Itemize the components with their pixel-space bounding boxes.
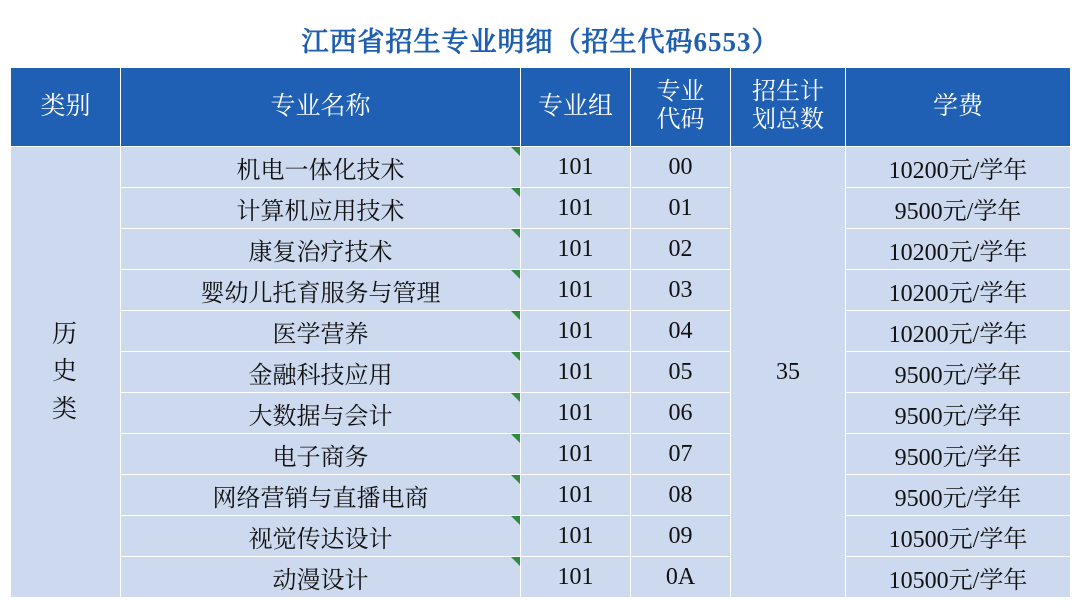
header-row <box>11 68 1071 147</box>
major-name-cell: 电子商务 <box>121 434 521 475</box>
header-major-name: 专业名称 <box>121 68 521 147</box>
major-group-cell: 101 <box>521 188 631 229</box>
page-title: 江西省招生专业明细（招生代码6553） <box>11 11 1071 68</box>
major-group-cell: 101 <box>521 557 631 598</box>
tuition-cell: 10200元/学年 <box>846 229 1071 270</box>
major-code-cell: 0A <box>631 557 731 598</box>
major-group-cell: 101 <box>521 434 631 475</box>
header-major-group: 专业组 <box>521 68 631 147</box>
tuition-cell: 10200元/学年 <box>846 311 1071 352</box>
major-name-cell: 大数据与会计 <box>121 393 521 434</box>
corner-marker-icon <box>511 147 520 156</box>
table-row <box>11 229 1071 270</box>
plan-total-cell: 35 <box>731 147 846 598</box>
title-row <box>11 11 1071 68</box>
major-code-cell: 07 <box>631 434 731 475</box>
corner-marker-icon <box>511 352 520 361</box>
category-char-3: 类 <box>51 395 79 423</box>
major-name-cell: 康复治疗技术 <box>121 229 521 270</box>
major-code-cell: 00 <box>631 147 731 188</box>
table-row <box>11 393 1071 434</box>
table-row <box>11 434 1071 475</box>
table-row <box>11 557 1071 598</box>
major-code-cell: 08 <box>631 475 731 516</box>
table-row <box>11 475 1071 516</box>
corner-marker-icon <box>511 434 520 443</box>
tuition-cell: 9500元/学年 <box>846 434 1071 475</box>
header-major-code-line2: 代码 <box>656 107 705 133</box>
tuition-cell: 10500元/学年 <box>846 557 1071 598</box>
major-group-cell: 101 <box>521 311 631 352</box>
major-code-cell: 02 <box>631 229 731 270</box>
major-name-cell: 机电一体化技术 <box>121 147 521 188</box>
corner-marker-icon <box>511 557 520 566</box>
major-code-cell: 05 <box>631 352 731 393</box>
table-row <box>11 270 1071 311</box>
category-cell <box>11 147 121 598</box>
table-row <box>11 147 1071 188</box>
header-category: 类别 <box>11 68 121 147</box>
tuition-cell: 10200元/学年 <box>846 147 1071 188</box>
category-char-1: 历 <box>51 320 79 348</box>
major-group-cell: 101 <box>521 270 631 311</box>
major-name-cell: 动漫设计 <box>121 557 521 598</box>
tuition-cell: 10200元/学年 <box>846 270 1071 311</box>
major-name-cell: 医学营养 <box>121 311 521 352</box>
header-plan-total <box>731 68 846 147</box>
header-plan-total-line1: 招生计 <box>752 79 824 106</box>
header-plan-total-line2: 划总数 <box>752 107 824 133</box>
major-code-cell: 06 <box>631 393 731 434</box>
tuition-cell: 9500元/学年 <box>846 475 1071 516</box>
corner-marker-icon <box>511 475 520 484</box>
major-code-cell: 04 <box>631 311 731 352</box>
major-group-cell: 101 <box>521 229 631 270</box>
major-group-cell: 101 <box>521 352 631 393</box>
tuition-cell: 10500元/学年 <box>846 516 1071 557</box>
major-name-cell: 金融科技应用 <box>121 352 521 393</box>
major-name-cell: 计算机应用技术 <box>121 188 521 229</box>
major-group-cell: 101 <box>521 393 631 434</box>
table-row <box>11 188 1071 229</box>
header-tuition: 学费 <box>846 68 1071 147</box>
corner-marker-icon <box>511 311 520 320</box>
corner-marker-icon <box>511 270 520 279</box>
tuition-cell: 9500元/学年 <box>846 188 1071 229</box>
category-char-2: 史 <box>51 358 79 386</box>
major-name-cell: 婴幼儿托育服务与管理 <box>121 270 521 311</box>
table-row <box>11 352 1071 393</box>
admissions-table <box>10 10 1071 598</box>
table-row <box>11 516 1071 557</box>
major-name-cell: 网络营销与直播电商 <box>121 475 521 516</box>
major-group-cell: 101 <box>521 147 631 188</box>
major-code-cell: 03 <box>631 270 731 311</box>
major-code-cell: 01 <box>631 188 731 229</box>
corner-marker-icon <box>511 393 520 402</box>
corner-marker-icon <box>511 229 520 238</box>
header-major-code-line1: 专业 <box>656 79 705 106</box>
tuition-cell: 9500元/学年 <box>846 393 1071 434</box>
table-row <box>11 311 1071 352</box>
major-name-cell: 视觉传达设计 <box>121 516 521 557</box>
major-code-cell: 09 <box>631 516 731 557</box>
header-major-code <box>631 68 731 147</box>
corner-marker-icon <box>511 516 520 525</box>
corner-marker-icon <box>511 188 520 197</box>
major-group-cell: 101 <box>521 475 631 516</box>
major-group-cell: 101 <box>521 516 631 557</box>
tuition-cell: 9500元/学年 <box>846 352 1071 393</box>
